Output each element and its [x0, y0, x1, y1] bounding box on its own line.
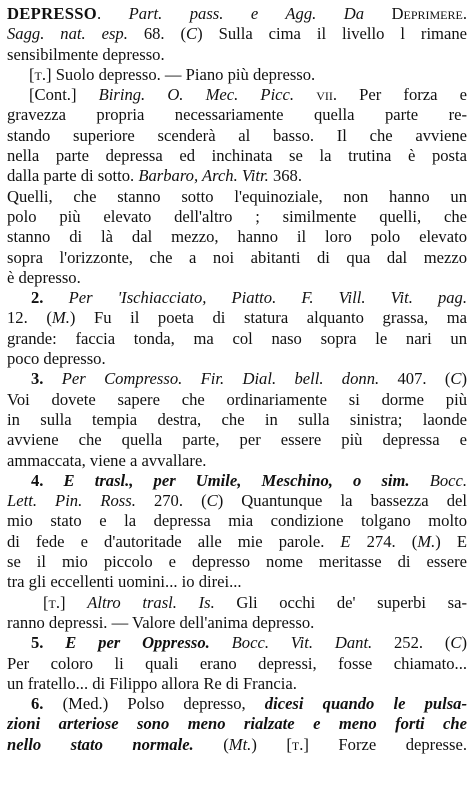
text-line — [7, 45, 467, 65]
text-run: di fede e d'autoritade alle mie parole. — [7, 531, 341, 551]
text-line — [7, 329, 467, 349]
text-run: dicesi quando le pulsa- — [264, 694, 467, 714]
text-run: . Per forza e — [332, 85, 467, 105]
text-run: C — [186, 24, 198, 44]
text-run: E trasl., per Umile, Meschino, o sim. — [63, 470, 410, 490]
text-run: Biring. O. Mec. Picc. — [98, 85, 317, 105]
text-run: Gli occhi de' superbi sa- — [214, 592, 467, 612]
text-run: [Cont.] — [29, 85, 99, 105]
text-run: 3. — [31, 369, 62, 389]
text-run: [ — [43, 592, 49, 612]
text-line — [7, 593, 467, 613]
text-run: tra gli eccellenti uomini... io direi... — [7, 572, 242, 592]
text-line — [7, 552, 467, 572]
text-line — [7, 85, 467, 105]
text-run: nella parte depressa ed inchinata se la trutina è posta — [7, 146, 467, 166]
text-line — [7, 146, 467, 166]
text-line — [7, 694, 467, 714]
dictionary-entry-depresso — [7, 4, 467, 755]
text-run: t. — [291, 734, 304, 754]
text-run: Bocc. Vit. Dant. — [231, 633, 373, 653]
text-run: vii — [316, 85, 333, 105]
text-run: ( — [193, 734, 229, 754]
text-run: ) E — [435, 531, 467, 551]
text-run: Mt. — [228, 734, 252, 754]
text-run: Bocc. — [429, 470, 467, 490]
text-line — [7, 491, 467, 511]
text-run: E — [340, 531, 351, 551]
text-run: C — [450, 633, 462, 653]
text-line — [7, 430, 467, 450]
text-run: C — [206, 491, 218, 511]
text-run: Per coloro li quali erano depressi, fosse chiamato... — [7, 653, 467, 673]
text-run: polo più elevato dell'altro ; similmente quelli, che — [7, 206, 467, 226]
text-run: sensibilmente depresso. — [7, 44, 165, 64]
text-line — [7, 451, 467, 471]
text-run: 68. ( — [143, 24, 187, 44]
text-run: 6. — [31, 694, 63, 714]
text-run: sopra l'orizzonte, che a noi abitanti di qua dal mezzo — [7, 247, 467, 267]
text-line — [7, 4, 467, 24]
text-line — [7, 187, 467, 207]
text-run: 407. ( — [379, 369, 451, 389]
text-run: zioni arteriose sono meno rialzate e meno forti che — [7, 714, 467, 734]
text-run: mio stato e la depressa mia condizione tolgano molto — [7, 511, 467, 531]
text-run: 5. — [31, 633, 66, 653]
text-line — [7, 654, 467, 674]
headword: DEPRESSO — [7, 4, 98, 23]
text-line — [7, 126, 467, 146]
text-run: Altro trasl. Is. — [87, 592, 215, 612]
text-run: 4. — [31, 470, 64, 490]
text-run: t. — [48, 592, 61, 612]
text-run: 252. ( — [372, 633, 451, 653]
text-line — [7, 65, 467, 85]
text-run: t. — [34, 64, 47, 84]
text-run: ranno depressi. — Valore dell'anima depresso. — [7, 612, 315, 632]
text-run: ) Fu il poeta di statura alquanto grassa, ma — [69, 308, 467, 328]
text-line — [7, 268, 467, 288]
text-line — [7, 735, 467, 755]
text-run: Barbaro, Arch. Vitr. — [138, 166, 269, 186]
text-run: M. — [417, 531, 436, 551]
text-run: . — [97, 4, 129, 23]
text-run: poco depresso. — [7, 349, 106, 369]
text-line — [7, 471, 467, 491]
text-run: Sagg. nat. esp. — [7, 24, 144, 44]
text-run: stando superiore scenderà al basso. Il che avviene — [7, 125, 467, 145]
text-run: 2. — [31, 288, 69, 308]
text-line — [7, 227, 467, 247]
text-run: (Med.) Polso depresso, — [62, 694, 265, 714]
text-run: Part. pass. e Agg. Da — [128, 4, 392, 23]
text-line — [7, 105, 467, 125]
text-run: ] Suolo depresso. — Piano più depresso. — [46, 64, 316, 84]
text-run: stanno di là dal mezzo, hanno il loro polo elevato — [7, 227, 467, 247]
text-run: avviene che quella parte, per essere più depressa e — [7, 430, 467, 450]
text-line — [7, 511, 467, 531]
text-run: 12. ( — [7, 308, 52, 328]
text-line — [7, 613, 467, 633]
text-line — [7, 572, 467, 592]
text-run: ) [ — [251, 734, 292, 754]
text-run: ) Sulla cima il livello l rimane — [197, 24, 467, 44]
text-run: C — [450, 369, 462, 389]
text-run: un fratello... di Filippo allora Re di Francia. — [7, 673, 297, 693]
text-run: grande: faccia tonda, ma col naso sopra le nari un — [7, 328, 467, 348]
text-line — [7, 349, 467, 369]
text-line — [7, 24, 467, 44]
text-run: se il mio piccolo e depresso nome meritasse di essere — [7, 552, 467, 572]
text-line — [7, 674, 467, 694]
text-run: 274. ( — [350, 531, 418, 551]
text-line — [7, 390, 467, 410]
text-run: [ — [29, 64, 35, 84]
text-line — [7, 532, 467, 552]
text-run: ammaccata, viene a avvallare. — [7, 450, 207, 470]
text-run: ) — [461, 633, 467, 653]
text-run: ] — [60, 592, 88, 612]
text-run: ) Quantunque la bassezza del — [217, 491, 467, 511]
text-run: è depresso. — [7, 267, 81, 287]
text-run: Quelli, che stanno sotto l'equinoziale, non hanno un — [7, 186, 467, 206]
text-run: gravezza propria necessariamente quella parte re- — [7, 105, 467, 125]
text-line — [7, 166, 467, 186]
text-run: Per Compresso. Fir. Dial. bell. donn. — [61, 369, 380, 389]
text-run: ) — [461, 369, 467, 389]
text-run: . — [462, 4, 467, 23]
text-run: Voi dovete sapere che ordinariamente si dorme più — [7, 389, 467, 409]
text-line — [7, 633, 467, 653]
text-run: nello stato normale. — [7, 734, 194, 754]
text-line — [7, 248, 467, 268]
text-run: 368. — [268, 166, 302, 186]
text-line — [7, 207, 467, 227]
text-run: Per 'Ischiacciato, Piatto. F. Vill. Vit. pag. — [68, 288, 467, 308]
text-run: dalla parte di sotto. — [7, 166, 139, 186]
text-run: Deprimere — [391, 4, 463, 23]
text-line — [7, 369, 467, 389]
text-run: 270. ( — [135, 491, 207, 511]
text-line — [7, 410, 467, 430]
text-line — [7, 308, 467, 328]
text-run — [210, 633, 232, 652]
text-run: M. — [51, 308, 70, 328]
text-run: ] Forze depresse. — [303, 734, 467, 754]
text-run: E per Oppresso. — [65, 633, 210, 653]
text-line — [7, 288, 467, 308]
text-line — [7, 714, 467, 734]
text-run — [410, 471, 430, 490]
text-run: Lett. Pin. Ross. — [7, 491, 136, 511]
text-run: in sulla tempia destra, che in sulla sinistra; laonde — [7, 409, 467, 429]
